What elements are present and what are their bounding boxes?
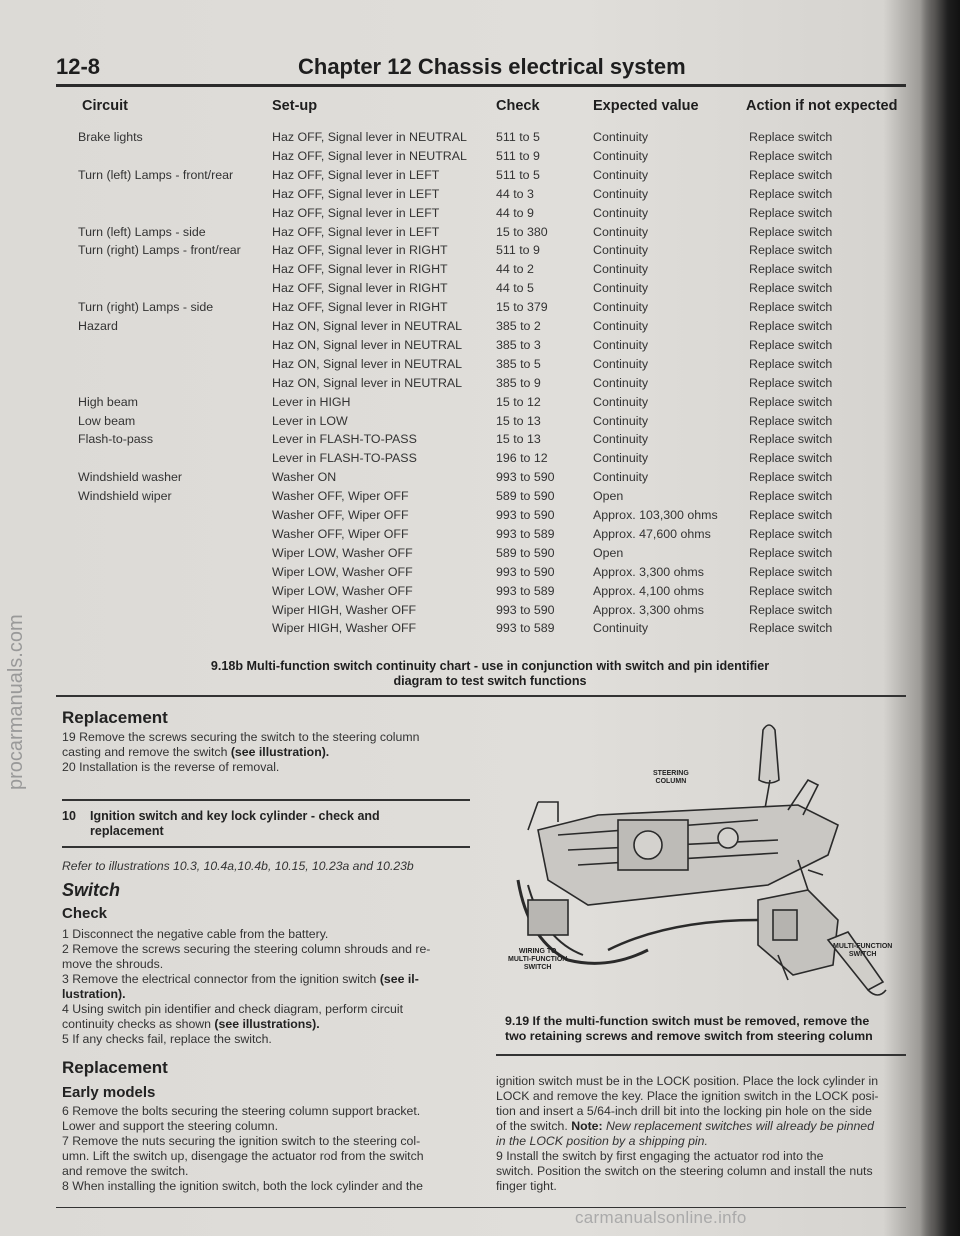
para-20: 20 Installation is the reverse of removal. [62, 760, 280, 774]
cell-setup: Lever in FLASH-TO-PASS [272, 432, 417, 447]
cell-setup: Haz OFF, Signal lever in LEFT [272, 186, 440, 201]
table-row [0, 584, 960, 603]
cell-action: Replace switch [749, 602, 833, 617]
cell-setup: Haz ON, Signal lever in NEUTRAL [272, 375, 463, 390]
table-row [0, 281, 960, 300]
cell-check: 511 to 9 [496, 243, 540, 258]
label-steering-column: STEERING COLUMN [653, 770, 689, 785]
cell-check: 385 to 3 [496, 337, 541, 352]
page-number: 12-8 [56, 54, 101, 79]
cell-circuit: High beam [78, 394, 138, 409]
table-caption-line2: diagram to test switch functions [393, 674, 587, 688]
label-wiring-to-switch: WIRING TO MULTI-FUNCTION SWITCH [508, 948, 568, 971]
table-row [0, 319, 960, 338]
cell-expected: Continuity [593, 262, 649, 277]
cell-expected: Continuity [593, 375, 649, 390]
cell-setup: Wiper LOW, Washer OFF [272, 545, 413, 560]
cell-check: 385 to 9 [496, 375, 541, 390]
figure-9-19-illustration [498, 710, 908, 1010]
cell-setup: Wiper HIGH, Washer OFF [272, 621, 417, 636]
table-row [0, 168, 960, 187]
cell-setup: Haz OFF, Signal lever in RIGHT [272, 262, 448, 277]
cell-setup: Washer OFF, Wiper OFF [272, 489, 409, 504]
right-line-2: LOCK and remove the key. Place the ignition switch in the LOCK posi- [496, 1089, 879, 1103]
col-header-action: Action if not expected [746, 98, 898, 114]
para-19-line1: 19 Remove the screws securing the switch to the steering column [62, 730, 420, 744]
cell-circuit: Turn (right) Lamps - front/rear [78, 243, 241, 258]
table-row [0, 225, 960, 244]
cell-setup: Lever in LOW [272, 413, 348, 428]
cell-expected: Approx. 3,300 ohms [593, 564, 704, 579]
table-row [0, 300, 960, 319]
step-8: 8 When installing the ignition switch, both the lock cylinder and the [62, 1179, 423, 1193]
cell-action: Replace switch [749, 432, 833, 447]
svg-text:procarmanuals.com: procarmanuals.com [5, 614, 27, 790]
check-step-3-cont: lustration). [62, 987, 126, 1001]
cell-expected: Continuity [593, 470, 649, 485]
col-header-check: Check [496, 98, 540, 114]
cell-setup: Washer OFF, Wiper OFF [272, 526, 409, 541]
cell-setup: Haz ON, Signal lever in NEUTRAL [272, 337, 463, 352]
cell-action: Replace switch [749, 621, 833, 636]
cell-check: 993 to 590 [496, 470, 555, 485]
cell-setup: Wiper LOW, Washer OFF [272, 583, 413, 598]
cell-check: 511 to 5 [496, 167, 540, 182]
col-header-expected: Expected value [593, 98, 699, 114]
watermark-bottom: carmanualsonline.info [575, 1208, 747, 1227]
cell-expected: Continuity [593, 224, 649, 239]
table-row [0, 527, 960, 546]
section-rule-bottom [62, 846, 470, 848]
cell-action: Replace switch [749, 130, 833, 144]
cell-expected: Continuity [593, 413, 649, 428]
check-step-2: 2 Remove the screws securing the steering column shrouds and re- [62, 942, 431, 956]
footer-rule [56, 1207, 906, 1208]
cell-check: 44 to 2 [496, 262, 534, 277]
figure-caption-rule [496, 1054, 906, 1056]
cell-setup: Haz OFF, Signal lever in RIGHT [272, 243, 448, 258]
cell-expected: Continuity [593, 167, 649, 182]
cell-expected: Open [593, 545, 624, 560]
table-row [0, 149, 960, 168]
table-row [0, 243, 960, 262]
cell-check: 993 to 590 [496, 508, 555, 522]
step-7: 7 Remove the nuts securing the ignition switch to the steering col- [62, 1134, 421, 1148]
cell-expected: Continuity [593, 451, 649, 466]
section-title: Ignition switch and key lock cylinder - check and replacement [90, 809, 380, 838]
cell-setup: Haz OFF, Signal lever in LEFT [272, 167, 440, 182]
table-row [0, 546, 960, 565]
cell-circuit: Turn (left) Lamps - front/rear [78, 167, 234, 182]
check-step-3: 3 Remove the electrical connector from the ignition switch (see il- [62, 972, 419, 986]
cell-action: Replace switch [749, 470, 833, 485]
cell-circuit: Flash-to-pass [78, 432, 154, 447]
cell-setup: Haz OFF, Signal lever in NEUTRAL [272, 148, 467, 163]
cell-action: Replace switch [749, 224, 833, 239]
cell-expected: Continuity [593, 281, 649, 296]
cell-circuit: Brake lights [78, 130, 143, 144]
cell-setup: Haz OFF, Signal lever in LEFT [272, 205, 440, 220]
para-19-line2: casting and remove the switch (see illustration). [62, 745, 330, 759]
cell-setup: Haz OFF, Signal lever in LEFT [272, 224, 440, 239]
check-step-4-cont: continuity checks as shown (see illustrations). [62, 1017, 320, 1031]
chapter-title: Chapter 12 Chassis electrical system [298, 54, 686, 79]
cell-circuit: Hazard [78, 319, 118, 333]
cell-check: 15 to 12 [496, 394, 541, 409]
cell-circuit: Turn (right) Lamps - side [78, 300, 214, 315]
cell-action: Replace switch [749, 451, 833, 466]
table-row [0, 357, 960, 376]
cell-setup: Haz OFF, Signal lever in RIGHT [272, 281, 448, 296]
header-rule [56, 84, 906, 87]
table-row [0, 376, 960, 395]
cell-check: 15 to 13 [496, 432, 541, 447]
cell-action: Replace switch [749, 545, 833, 560]
cell-action: Replace switch [749, 262, 833, 277]
cell-action: Replace switch [749, 413, 833, 428]
check-step-5: 5 If any checks fail, replace the switch. [62, 1032, 272, 1046]
cell-check: 993 to 590 [496, 564, 555, 579]
table-row [0, 489, 960, 508]
cell-expected: Approx. 103,300 ohms [593, 508, 718, 522]
cell-circuit: Windshield wiper [78, 489, 172, 504]
cell-action: Replace switch [749, 205, 833, 220]
cell-circuit: Windshield washer [78, 470, 182, 485]
cell-action: Replace switch [749, 583, 833, 598]
table-row [0, 470, 960, 489]
cell-setup: Haz ON, Signal lever in NEUTRAL [272, 319, 463, 333]
cell-action: Replace switch [749, 375, 833, 390]
cell-action: Replace switch [749, 337, 833, 352]
right-line-4: of the switch. Note: New replacement switches will already be pinned [496, 1119, 874, 1133]
cell-circuit: Low beam [78, 413, 136, 428]
cell-expected: Continuity [593, 186, 649, 201]
cell-expected: Approx. 3,300 ohms [593, 602, 704, 617]
table-row [0, 451, 960, 470]
cell-expected: Approx. 47,600 ohms [593, 526, 711, 541]
cell-action: Replace switch [749, 319, 833, 333]
cell-setup: Haz ON, Signal lever in NEUTRAL [272, 356, 463, 371]
step-6-cont: Lower and support the steering column. [62, 1119, 279, 1133]
cell-setup: Lever in HIGH [272, 394, 351, 409]
cell-check: 44 to 9 [496, 205, 534, 220]
cell-expected: Continuity [593, 130, 649, 144]
cell-setup: Wiper LOW, Washer OFF [272, 564, 413, 579]
cell-expected: Continuity [593, 319, 649, 333]
cell-check: 589 to 590 [496, 545, 555, 560]
table-caption-line1: 9.18b Multi-function switch continuity chart - use in conjunction with switch and pin identifier [210, 659, 770, 673]
table-row [0, 395, 960, 414]
cell-setup: Wiper HIGH, Washer OFF [272, 602, 417, 617]
check-heading: Check [62, 905, 108, 922]
table-row [0, 338, 960, 357]
figure-9-19-caption: 9.19 If the multi-function switch must be removed, remove the two retaining screws and remove switch from steering column [505, 1014, 873, 1043]
step-9: 9 Install the switch by first engaging the actuator rod into the [496, 1149, 824, 1163]
cell-expected: Continuity [593, 205, 649, 220]
cell-setup: Haz OFF, Signal lever in RIGHT [272, 300, 448, 315]
early-models-heading: Early models [62, 1084, 156, 1101]
switch-heading: Switch [62, 880, 121, 900]
table-row [0, 414, 960, 433]
cell-setup: Washer OFF, Wiper OFF [272, 508, 409, 522]
table-row [0, 565, 960, 584]
table-row [0, 621, 960, 640]
label-multi-function-switch: MULTI-FUNCTION SWITCH [833, 943, 893, 958]
section-rule-top [62, 799, 470, 801]
cell-expected: Continuity [593, 621, 649, 636]
cell-expected: Continuity [593, 337, 649, 352]
step-9-cont2: finger tight. [496, 1179, 557, 1193]
page-header [56, 52, 906, 82]
cell-expected: Continuity [593, 243, 649, 258]
table-row [0, 187, 960, 206]
cell-check: 589 to 590 [496, 489, 555, 504]
cell-action: Replace switch [749, 281, 833, 296]
right-line-1: ignition switch must be in the LOCK position. Place the lock cylinder in [496, 1074, 879, 1088]
cell-check: 15 to 379 [496, 300, 548, 315]
cell-action: Replace switch [749, 356, 833, 371]
cell-action: Replace switch [749, 394, 833, 409]
cell-action: Replace switch [749, 243, 833, 258]
cell-expected: Open [593, 489, 624, 504]
cell-check: 15 to 380 [496, 224, 548, 239]
section-number: 10 [62, 809, 76, 823]
cell-circuit: Turn (left) Lamps - side [78, 224, 206, 239]
cell-check: 44 to 5 [496, 281, 534, 296]
check-step-4: 4 Using switch pin identifier and check diagram, perform circuit [62, 1002, 404, 1016]
cell-action: Replace switch [749, 167, 833, 182]
cell-check: 993 to 589 [496, 583, 555, 598]
table-row [0, 130, 960, 149]
caption-rule [56, 695, 906, 697]
table-row [0, 206, 960, 225]
cell-check: 15 to 13 [496, 413, 541, 428]
cell-action: Replace switch [749, 186, 833, 201]
cell-setup: Lever in FLASH-TO-PASS [272, 451, 417, 466]
cell-check: 993 to 589 [496, 526, 555, 541]
step-7-cont2: and remove the switch. [62, 1164, 189, 1178]
cell-expected: Continuity [593, 432, 649, 447]
cell-check: 196 to 12 [496, 451, 548, 466]
cell-check: 511 to 9 [496, 148, 540, 163]
table-row [0, 262, 960, 281]
cell-check: 993 to 589 [496, 621, 555, 636]
cell-action: Replace switch [749, 148, 833, 163]
cell-setup: Haz OFF, Signal lever in NEUTRAL [272, 130, 467, 144]
col-header-circuit: Circuit [82, 98, 128, 114]
cell-check: 993 to 590 [496, 602, 555, 617]
cell-action: Replace switch [749, 564, 833, 579]
cell-setup: Washer ON [272, 470, 337, 485]
cell-expected: Continuity [593, 356, 649, 371]
right-note-cont: in the LOCK position by a shipping pin. [496, 1134, 708, 1148]
table-row [0, 603, 960, 622]
replacement-heading-2: Replacement [62, 1058, 168, 1077]
replacement-heading: Replacement [62, 708, 168, 727]
step-6: 6 Remove the bolts securing the steering column support bracket. [62, 1104, 421, 1118]
step-9-cont: switch. Position the switch on the steering column and install the nuts [496, 1164, 873, 1178]
cell-action: Replace switch [749, 508, 833, 522]
cell-expected: Continuity [593, 148, 649, 163]
cell-action: Replace switch [749, 300, 833, 315]
step-7-cont: umn. Lift the switch up, disengage the actuator rod from the switch [62, 1149, 424, 1163]
cell-expected: Approx. 4,100 ohms [593, 583, 704, 598]
table-row [0, 508, 960, 527]
cell-check: 511 to 5 [496, 130, 540, 144]
cell-expected: Continuity [593, 300, 649, 315]
table-row [0, 432, 960, 451]
refer-illustrations: Refer to illustrations 10.3, 10.4a,10.4b, 10.15, 10.23a and 10.23b [62, 859, 414, 873]
check-step-2-cont: move the shrouds. [62, 957, 164, 971]
cell-action: Replace switch [749, 489, 833, 504]
cell-check: 385 to 2 [496, 319, 541, 333]
col-header-setup: Set-up [272, 98, 318, 114]
cell-expected: Continuity [593, 394, 649, 409]
cell-check: 385 to 5 [496, 356, 541, 371]
check-step-1: 1 Disconnect the negative cable from the battery. [62, 927, 329, 941]
cell-action: Replace switch [749, 526, 833, 541]
cell-check: 44 to 3 [496, 186, 534, 201]
right-line-3: tion and insert a 5/64-inch drill bit into the locking pin hole on the side [496, 1104, 872, 1118]
watermark-left [0, 500, 30, 800]
